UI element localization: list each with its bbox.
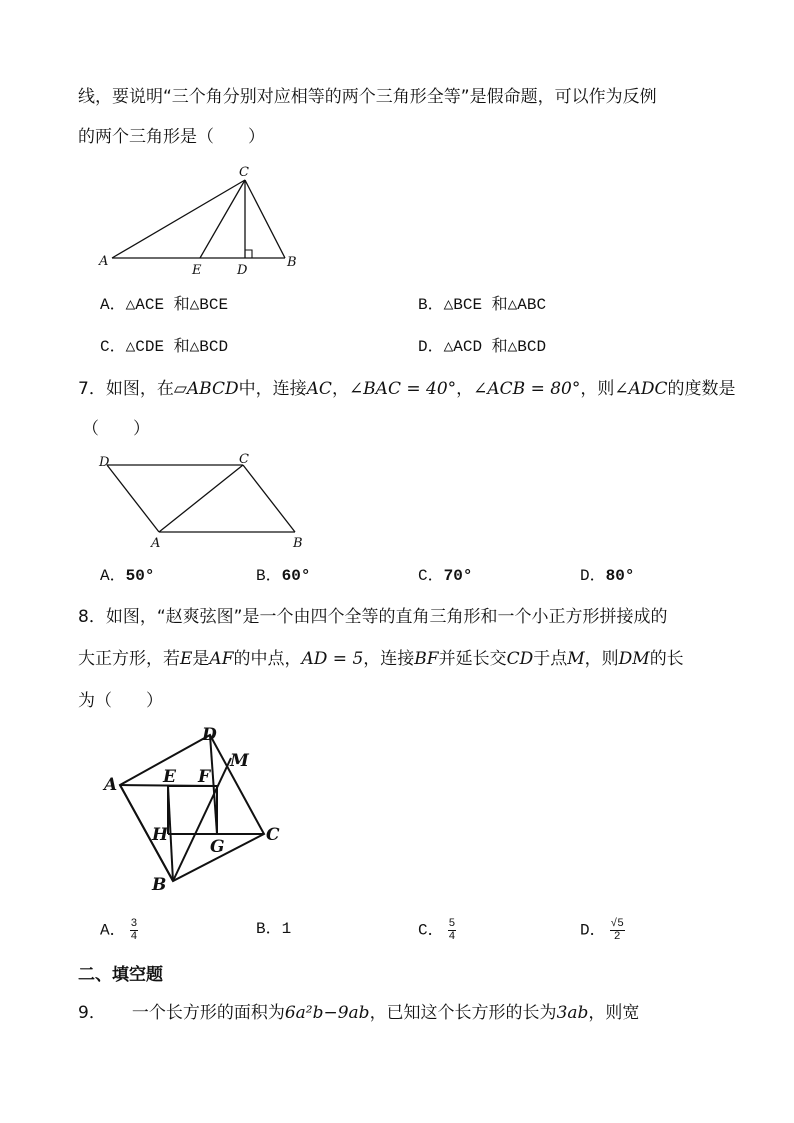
q6-label-A: A	[99, 254, 109, 269]
q8-label-E: E	[163, 767, 176, 787]
q8-label-A: A	[104, 775, 118, 795]
q8-text-line2: 大正方形，若E是AF的中点，AD = 5，连接BF并延长交CD于点M，则DM的长	[78, 649, 684, 669]
q8-option-d[interactable]: D． $\frac{√5}{2}$	[580, 918, 624, 943]
q8-label-D: D	[202, 725, 217, 745]
q6-text-line1: 线，要说明“三个角分别对应相等的两个三角形全等”是假命题，可以作为反例	[78, 87, 657, 107]
q6-text-line2: 的两个三角形是（ ）	[78, 127, 265, 147]
q9-text-line1: 9． 一个长方形的面积为6a²b−9ab，已知这个长方形的长为3ab，则宽	[78, 1003, 640, 1023]
q8-option-b[interactable]: B．1	[256, 920, 292, 938]
q6-option-c[interactable]: C．△CDE 和△BCD	[100, 338, 229, 356]
q6-option-d[interactable]: D．△ACD 和△BCD	[418, 338, 547, 356]
q7-label-C: C	[239, 452, 249, 467]
q6-option-a[interactable]: A．△ACE 和△BCE	[100, 296, 229, 314]
q8-option-c[interactable]: C． $\frac{5}{4}$	[418, 918, 456, 943]
q6-label-E: E	[192, 263, 202, 278]
q7-label-A: A	[151, 536, 161, 551]
q8-option-a[interactable]: A． $\frac{3}{4}$	[100, 918, 138, 943]
q8-label-M: M	[230, 751, 249, 771]
q8-label-C: C	[266, 825, 280, 845]
q6-option-b[interactable]: B．△BCE 和△ABC	[418, 296, 547, 314]
q8-label-F: F	[198, 767, 211, 787]
q8-label-B: B	[152, 875, 167, 895]
q8-label-G: G	[210, 837, 225, 857]
q8-text-line3: 为（ ）	[78, 691, 163, 711]
q7-text-line1: 7．如图，在▱ABCD中，连接AC，∠BAC = 40°，∠ACB = 80°，则∠ADC的度数是	[78, 379, 736, 399]
q6-label-D: D	[237, 263, 248, 278]
q8-figure	[100, 720, 290, 895]
q8-label-H: H	[152, 825, 169, 845]
q7-option-c[interactable]: C．70°	[418, 567, 473, 585]
q7-text-line2: （ ）	[82, 419, 150, 439]
q7-figure	[95, 450, 315, 555]
q8-text-line1: 8．如图，“赵爽弦图”是一个由四个全等的直角三角形和一个小正方形拼接成的	[78, 607, 668, 627]
q7-option-d[interactable]: D．80°	[580, 567, 635, 585]
section-title-fill-in: 二、填空题	[78, 965, 163, 985]
q7-label-B: B	[293, 536, 303, 551]
q7-option-b[interactable]: B．60°	[256, 567, 311, 585]
q6-figure	[95, 160, 315, 280]
q6-label-C: C	[239, 165, 249, 180]
q6-label-B: B	[287, 255, 297, 270]
q7-label-D: D	[99, 455, 110, 470]
q7-option-a[interactable]: A．50°	[100, 567, 155, 585]
